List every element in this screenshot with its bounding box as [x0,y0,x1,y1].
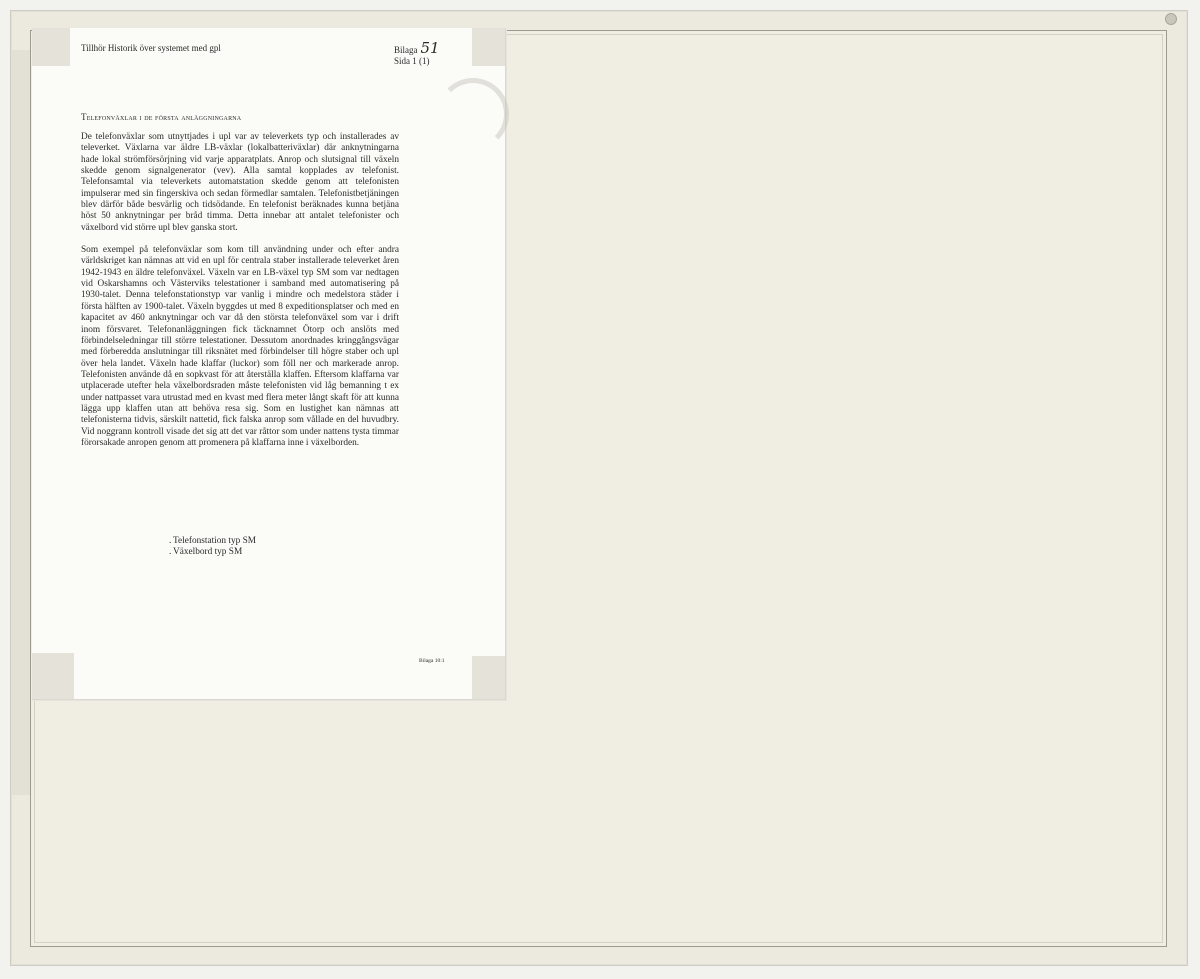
circular-stain [437,78,509,150]
tape-top-left [32,28,70,66]
board-left-tab [12,50,31,795]
document-body [81,132,399,460]
tape-top-right [472,28,505,66]
attachment-label: Bilaga [394,45,418,55]
page-indicator: Sida 1 (1) [394,56,430,66]
document-footer: Bilaga 10:1 [419,658,445,664]
pasted-document-sheet [32,28,506,700]
attachment-reference [394,39,440,67]
body-paragraph: Som exempel på telefonväxlar som kom till användning under och efter andra världskriget kan nämnas att vid en upl för centrala staber installerade televerket åren 1942-1943 en äldre telefonväxel. Växeln var en LB-växel typ SM som var nedtagen vid Oskarshamns och Västerviks telestationer i samband med automatisering på 1930-talet. Denna telefonstationstyp var vanlig i mindre och medelstora städer i första hälften av 1900-talet. Växeln byggdes ut med 8 expeditionsplatser och med en kapacitet av 460 anknytningar och var då den största telefonväxel som var i drift inom försvaret. Telefonanläggningen fick täcknamnet Ötorp och anslöts med förbindelseledningar till större telestationer. Dessutom anordnades kringgångsvägar med förberedda anslutningar till riksnätet med förbindelser till högre staber och upl över hela landet. Växeln hade klaffar (luckor) som föll ner och markerade anrop. Telefonisten använde då en sopkvast för att återställa klaffen. Eftersom klaffarna var utplacerade utefter hela växelbordsraden måste telefonisten vid låg bemanning t ex under nattpasset vara utrustad med en kvast med flera meter långt skaft för att kunna lägga upp klaffen utan att behöva resa sig. Som en lustighet kan nämnas att telefonisterna tidvis, särskilt nattetid, fick falska anrop som vållade en del huvudbry. Vid noggrann kontroll visade det sig att det var råttor som under nattens tysta timmar förorsakade anropen genom att promenera på klaffarna inne i växelborden. [81,245,399,448]
tape-bottom-left [32,653,74,699]
document-header: Tillhör Historik över systemet med gpl [81,43,221,53]
document-title: Telefonväxlar i de första anläggningarna [81,112,242,122]
figure-captions [174,536,256,559]
caption-item: . Växelbord typ SM [174,547,256,558]
caption-item: . Telefonstation typ SM [174,536,256,547]
tape-bottom-right [472,656,505,699]
corner-pin-icon [1165,13,1177,25]
body-paragraph: De telefonväxlar som utnyttjades i upl var av televerkets typ och installerades av televerket. Växlarna var äldre LB-växlar (lokalbatteriväxlar) där anknytningarna hade lokal strömförsörjning vid varje apparatplats. Anrop och slutsignal till växeln skedde genom signalgenerator (vev). Alla samtal kopplades av telefonist. Telefonsamtal via televerkets automatstation skedde genom att telefonisten impulserar med sin fingerskiva och sedan förmedlar samtalen. Telefonistbetjäningen blev därför både besvärlig och tidsödande. En telefonist beräknades kunna betjäna höst 50 anknytningar per bråd timma. Detta innebar att antalet telefonister och växelbord vid större upl blev ganska stort. [81,132,399,233]
attachment-number: 51 [420,39,440,57]
